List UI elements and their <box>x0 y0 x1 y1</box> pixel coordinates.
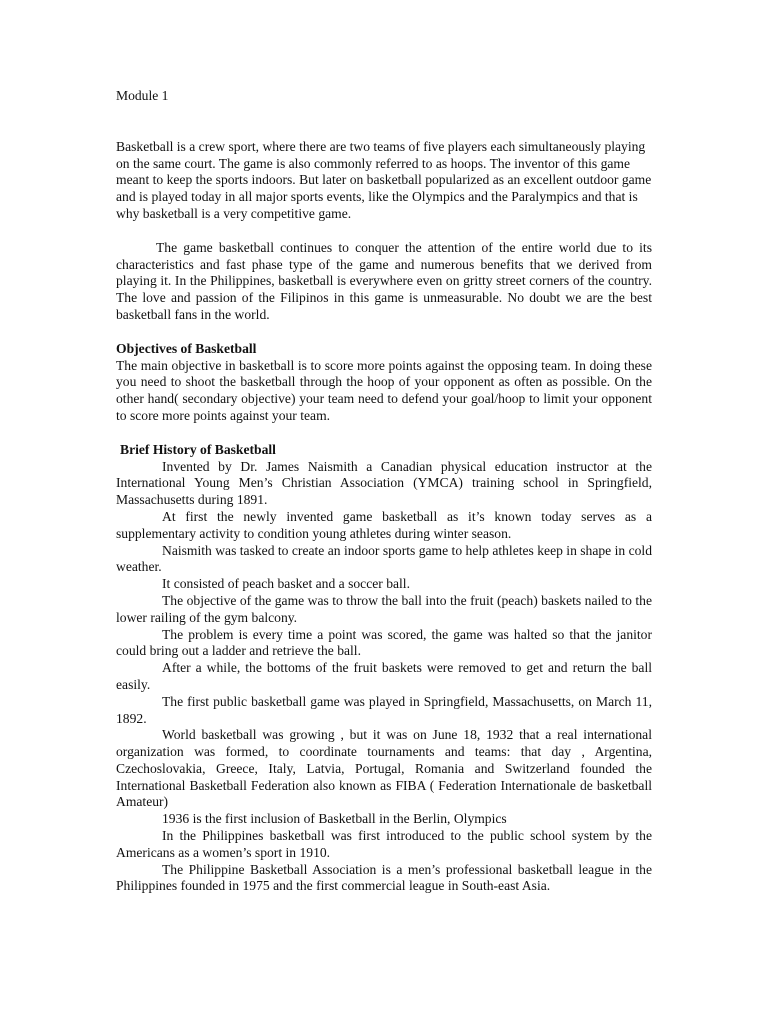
history-item: At first the newly invented game basketball as it’s known today serves as a supplementary activity to condition young athletes during winter season. <box>116 508 652 541</box>
history-list <box>116 459 652 896</box>
history-item: In the Philippines basketball was first introduced to the public school system by the Americans as a women’s sport in 1910. <box>116 828 652 860</box>
history-item: The Philippine Basketball Association is a men’s professional basketball league in the Philippines founded in 1975 and the first commercial league in South-east Asia. <box>116 861 652 894</box>
history-item: 1936 is the first inclusion of Basketball in the Berlin, Olympics <box>162 811 507 827</box>
objectives-section <box>116 341 652 425</box>
history-item: Invented by Dr. James Naismith a Canadian physical education instructor at the International Young Men’s Christian Association (YMCA) training school in Springfield, Massachusetts during 1891. <box>116 458 652 508</box>
history-item: After a while, the bottoms of the fruit baskets were removed to get and return the ball easily. <box>116 660 652 692</box>
history-section <box>116 442 652 896</box>
objectives-body: The main objective in basketball is to score more points against the opposing team. In doing these you need to shoot the basketball through the hoop of your opponent as often as possible. On the other hand( secondary objective) your team need to defend your goal/hoop to limit your opponent to score more points against your team. <box>116 357 652 423</box>
history-heading: Brief History of Basketball <box>120 441 276 457</box>
objectives-heading: Objectives of Basketball <box>116 340 257 356</box>
document-page <box>116 88 652 895</box>
history-item: It consisted of peach basket and a soccer ball. <box>162 576 410 592</box>
history-item: The problem is every time a point was scored, the game was halted so that the janitor could bring out a ladder and retrieve the ball. <box>116 626 652 659</box>
intro-paragraph-2: The game basketball continues to conquer the attention of the entire world due to its characteristics and fast phase type of the game and numerous benefits that we derived from playing it. In the Philippines, basketball is everywhere even on gritty street corners of the country. The love and passion of the Filipinos in this game is unmeasurable. No doubt we are the best basketball fans in the world. <box>116 239 652 322</box>
history-item: Naismith was tasked to create an indoor sports game to help athletes keep in shape in cold weather. <box>116 542 652 575</box>
history-item: The objective of the game was to throw the ball into the fruit (peach) baskets nailed to the lower railing of the gym balcony. <box>116 592 652 625</box>
history-item: The first public basketball game was played in Springfield, Massachusetts, on March 11, 1892. <box>116 693 652 726</box>
intro-paragraph-1: Basketball is a crew sport, where there are two teams of five players each simultaneously playing on the same court. The game is also commonly referred to as hoops. The inventor of this game meant to keep the sports indoors. But later on basketball popularized as an excellent outdoor game and is played today in all major sports events, like the Olympics and the Paralympics and that is why basketball is a very competitive game. <box>116 138 652 221</box>
history-item: World basketball was growing , but it was on June 18, 1932 that a real international organization was formed, to coordinate tournaments and teams: that day , Argentina, Czechoslovakia, Greece, Italy, Latvia, Portugal, Romania and Switzerland founded the International Basketball Federation also known as FIBA ( Federation Internationale de basketball Amateur) <box>116 727 652 810</box>
module-title: Module 1 <box>116 88 169 103</box>
